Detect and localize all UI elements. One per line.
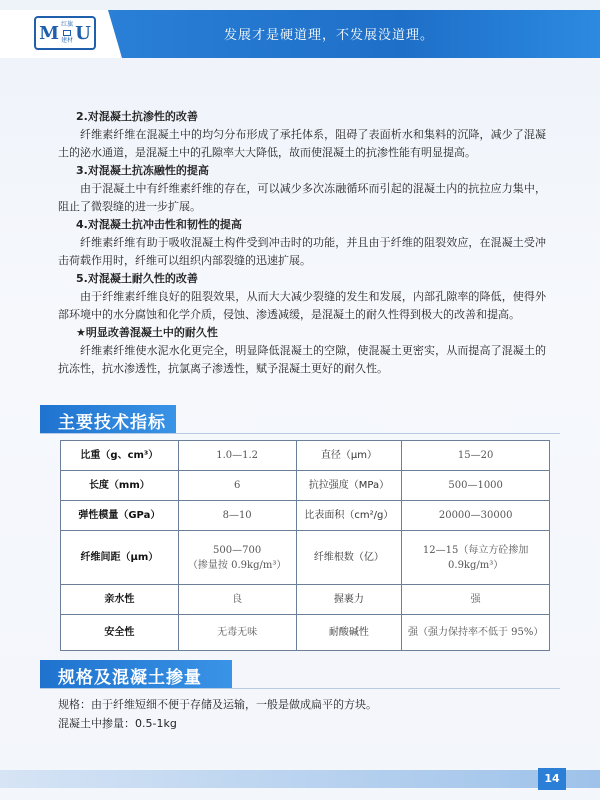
table-key: 直径（μm）	[296, 441, 402, 471]
table-key: 比表面积（cm²/g）	[296, 501, 402, 531]
table-key: 抗拉强度（MPa）	[296, 471, 402, 501]
table-row	[61, 531, 550, 585]
table-value-line: （掺量按 0.9kg/m³）	[187, 559, 287, 571]
table-key: 耐酸碱性	[296, 615, 402, 651]
tech-specs-table	[60, 440, 550, 651]
page-header	[0, 10, 600, 58]
table-key: 纤维根数（亿）	[296, 531, 402, 585]
table-value	[178, 531, 296, 585]
spec-dosage-title: 规格及混凝土掺量	[40, 660, 232, 688]
tech-specs-title: 主要技术指标	[40, 405, 176, 433]
table-value-line: 12—15（每立方砼掺加	[422, 544, 529, 556]
table-row	[61, 471, 550, 501]
table-value: 15—20	[402, 441, 550, 471]
spec-text	[58, 695, 548, 733]
section-heading: 3.对混凝土抗冻融性的提高	[76, 164, 209, 177]
table-key: 亲水性	[61, 585, 179, 615]
section-paragraph: 纤维素纤维有助于吸收混凝土构件受到冲击时的功能，并且由于纤维的阻裂效应，在混凝土受冲击荷载作用时，纤维可以组织内部裂缝的迅速扩展。	[58, 236, 546, 267]
section-divider	[40, 433, 560, 434]
spec-line: 规格：由于纤维短细不便于存储及运输，一般是做成扁平的方块。	[58, 698, 377, 711]
section-heading: 5.对混凝土耐久性的改善	[76, 272, 198, 285]
table-value-line: 0.9kg/m³）	[448, 559, 504, 571]
logo-square-icon	[63, 30, 71, 36]
table-value: 500—1000	[402, 471, 550, 501]
logo-mid-bottom: 建材	[61, 37, 74, 44]
table-value: 20000—30000	[402, 501, 550, 531]
section-paragraph: 纤维素纤维在混凝土中的均匀分布形成了承托体系，阻碍了表面析水和集料的沉降，减少了混凝土的泌水通道，是混凝土中的孔隙率大大降低，故而使混凝土的抗渗性能有明显提高。	[58, 128, 546, 159]
table-value: 8—10	[178, 501, 296, 531]
table-row	[61, 585, 550, 615]
table-value: 强（强力保持率不低于 95%）	[402, 615, 550, 651]
section-paragraph: 纤维素纤维使水泥水化更完全，明显降低混凝土的空隙，使混凝土更密实，从而提高了混凝土的抗冻性，抗水渗透性，抗氯离子渗透性，赋予混凝土更好的耐久性。	[58, 344, 546, 375]
table-key: 纤维间距（μm）	[61, 531, 179, 585]
logo-letter-u: U	[75, 22, 91, 44]
page-number: 14	[538, 768, 566, 790]
spec-line: 混凝土中掺量：0.5-1kg	[58, 717, 177, 730]
body-content	[58, 108, 546, 378]
table-value: 良	[178, 585, 296, 615]
table-row	[61, 615, 550, 651]
table-key: 安全性	[61, 615, 179, 651]
section-divider	[40, 688, 560, 689]
section-heading: ★明显改善混凝土中的耐久性	[76, 326, 218, 339]
logo-middle	[61, 21, 73, 45]
logo-mid-top: 红旗	[61, 21, 74, 28]
table-row	[61, 501, 550, 531]
table-key: 弹性模量（GPa）	[61, 501, 179, 531]
section-heading: 2.对混凝土抗渗性的改善	[76, 110, 198, 123]
table-row	[61, 441, 550, 471]
table-key: 比重（g、cm³）	[61, 441, 179, 471]
table-value: 无毒无味	[178, 615, 296, 651]
table-value: 6	[178, 471, 296, 501]
table-value	[402, 531, 550, 585]
section-heading: 4.对混凝土抗冲击性和韧性的提高	[76, 218, 242, 231]
table-value-line: 500—700	[213, 544, 262, 556]
table-key: 握裹力	[296, 585, 402, 615]
footer-band	[0, 770, 600, 788]
company-logo	[34, 16, 96, 50]
section-paragraph: 由于纤维素纤维良好的阻裂效果，从而大大减少裂缝的发生和发展，内部孔隙率的降低，使得外部环境中的水分腐蚀和化学介质，侵蚀、渗透减缓，是混凝土的耐久性得到极大的改善和提高。	[58, 290, 546, 321]
table-value: 强	[402, 585, 550, 615]
logo-letter-m: M	[39, 22, 60, 44]
table-value: 1.0—1.2	[178, 441, 296, 471]
header-slogan: 发展才是硬道理，不发展没道理。	[224, 28, 435, 43]
section-paragraph: 由于混凝土中有纤维素纤维的存在，可以减少多次冻融循环而引起的混凝土内的抗拉应力集中，阻止了微裂缝的进一步扩展。	[58, 182, 546, 213]
table-key: 长度（mm）	[61, 471, 179, 501]
